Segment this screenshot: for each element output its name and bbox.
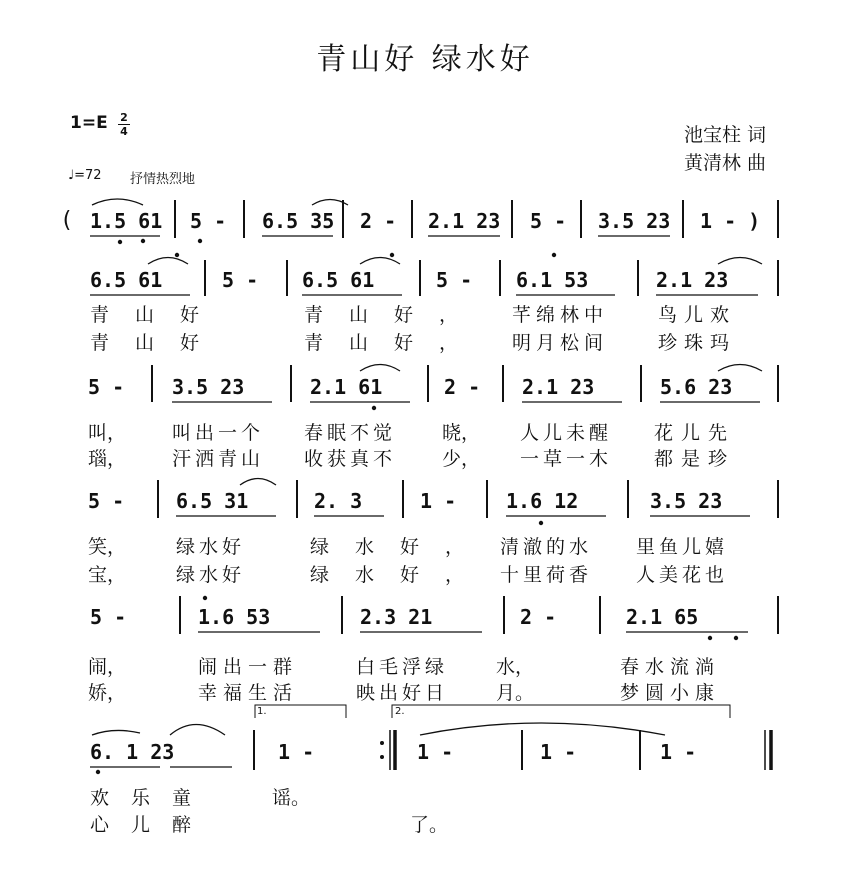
lyrics-line5-verse2-a: 娇， <box>88 682 127 704</box>
notes-intro-4: 2 - <box>360 209 397 233</box>
lyrics-line2-verse1-c: 芊绵林中 <box>512 304 609 326</box>
lyrics-line4-verse1-a: 笑， <box>88 536 127 558</box>
notes-line6-2: 1 - <box>278 740 315 764</box>
notes-intro-3: 6.5 35 <box>262 209 335 233</box>
lyrics-line3-verse2-e: 一草一木 <box>520 448 613 470</box>
notes-line6-4: 1 - <box>540 740 577 764</box>
notes-line4-5: 1.6 12 <box>506 489 579 513</box>
lyrics-line6-verse2-a: 心儿醉 <box>90 814 214 836</box>
notes-intro-5: 2.1 23 <box>428 209 501 233</box>
notes-intro-6: 5 - <box>530 209 567 233</box>
lyrics-line5-verse2-c: 映出好日 <box>356 682 449 704</box>
composer-credit: 黄清林 曲 <box>684 152 767 174</box>
lyrics-line2-verse1-b: 青山好， <box>304 304 485 326</box>
lyrics-line3-verse2-a: 瑙， <box>88 448 127 470</box>
notes-line2-6: 2.1 23 <box>656 268 729 292</box>
notes-line5-2: 1.6 53 <box>198 605 271 629</box>
notes-intro-1: 1.5 61 <box>90 209 163 233</box>
notes-line4-2: 6.5 31 <box>176 489 249 513</box>
notes-line3-2: 3.5 23 <box>172 375 245 399</box>
repeat-sign <box>380 730 395 770</box>
lyrics-line3-verse2-c: 收获真不 <box>304 448 397 470</box>
notes-line4-4: 1 - <box>420 489 457 513</box>
notes-line2-5: 6.1 53 <box>516 268 589 292</box>
first-ending-label: 1. <box>257 706 267 717</box>
key-signature: 1=E <box>70 113 108 133</box>
second-ending-label: 2. <box>395 706 405 717</box>
lyrics-line2-verse2-a: 青山好 <box>90 332 226 354</box>
lyrics-line4-verse2-a: 宝， <box>88 564 127 586</box>
notes-line2-1: 6.5 61 <box>90 268 163 292</box>
volta-brackets <box>255 705 730 718</box>
time-signature-top: 2 <box>120 111 128 124</box>
notes-line6-5: 1 - <box>660 740 697 764</box>
notes-line5-4: 2 - <box>520 605 557 629</box>
notes-line5-5: 2.1 65 <box>626 605 699 629</box>
notes-line6-3: 1 - <box>417 740 454 764</box>
lyrics-line3-verse1-f: 花儿先 <box>654 422 736 444</box>
tempo-mark: ♩=72 <box>68 168 102 183</box>
lyrics-line2-verse2-c: 明月松间 <box>512 332 609 354</box>
rhythm-underlines <box>90 236 760 767</box>
notes-line2-2: 5 - <box>222 268 259 292</box>
lyrics-line4-verse2-c: 绿水好， <box>310 564 491 586</box>
lyrics-line6-verse1-b: 谣。 <box>272 787 311 809</box>
lyrics-line4-verse1-d: 清澈的水 <box>500 536 593 558</box>
notes-line5-1: 5 - <box>90 605 127 629</box>
notes-line3-3: 2.1 61 <box>310 375 383 399</box>
notes-line3-5: 2.1 23 <box>522 375 595 399</box>
notes-line4-1: 5 - <box>88 489 125 513</box>
lyrics-line5-verse2-b: 幸福生活 <box>198 682 299 704</box>
notes-line2-3: 6.5 61 <box>302 268 375 292</box>
notes-line3-4: 2 - <box>444 375 481 399</box>
lyrics-line5-verse1-d: 水， <box>496 656 535 678</box>
lyrics-line2-verse1-d: 鸟儿欢 <box>658 304 737 326</box>
octave-dots <box>96 239 738 774</box>
lyrics-line6-verse1-a: 欢乐童 <box>90 787 214 809</box>
intro-open-paren: ( <box>60 208 74 233</box>
notes-line5-3: 2.3 21 <box>360 605 433 629</box>
lyrics-line3-verse2-f: 都是珍 <box>654 448 736 470</box>
lyrics-line2-verse2-b: 青山好， <box>304 332 485 354</box>
lyrics-line4-verse1-b: 绿水好 <box>176 536 246 558</box>
lyrics-line4-verse1-c: 绿水好， <box>310 536 491 558</box>
lyrics-line5-verse2-d: 月。 <box>496 682 535 704</box>
notes-intro-7: 3.5 23 <box>598 209 671 233</box>
song-title: 青山好 绿水好 <box>316 42 534 77</box>
lyrics-line3-verse1-c: 春眠不觉 <box>304 422 397 444</box>
lyrics-line3-verse1-e: 人儿未醒 <box>520 422 613 444</box>
lyrics-line2-verse2-d: 珍珠玛 <box>658 332 737 354</box>
lyrics-line4-verse2-e: 人美花也 <box>636 564 729 586</box>
lyrics-line5-verse1-e: 春水流淌 <box>620 656 721 678</box>
expression-mark: 抒情热烈地 <box>130 172 196 187</box>
notes-line3-1: 5 - <box>88 375 125 399</box>
lyrics-line3-verse1-d: 晓， <box>442 422 481 444</box>
lyrics-line3-verse1-a: 叫， <box>88 422 127 444</box>
lyrics-line4-verse2-d: 十里荷香 <box>500 564 593 586</box>
notes-line3-6: 5.6 23 <box>660 375 733 399</box>
lyrics-line2-verse1-a: 青山好 <box>90 304 226 326</box>
lyrics-line5-verse1-b: 闹出一群 <box>198 656 299 678</box>
notes-intro-2: 5 - <box>190 209 227 233</box>
lyrics-line3-verse2-d: 少， <box>442 448 481 470</box>
lyricist-credit: 池宝柱 词 <box>684 124 767 146</box>
lyrics-line5-verse2-e: 梦圆小康 <box>620 682 721 704</box>
lyrics-line5-verse1-c: 白毛浮绿 <box>356 656 449 678</box>
lyrics-line3-verse2-b: 汗洒青山 <box>172 448 265 470</box>
notes-line4-3: 2. 3 <box>314 489 363 513</box>
barlines <box>152 200 778 770</box>
final-barline <box>765 730 771 770</box>
notes-line4-6: 3.5 23 <box>650 489 723 513</box>
lyrics-line3-verse1-b: 叫出一个 <box>172 422 265 444</box>
lyrics-line4-verse2-b: 绿水好 <box>176 564 246 586</box>
lyrics-line4-verse1-e: 里鱼儿嬉 <box>636 536 729 558</box>
time-signature-bottom: 4 <box>120 125 128 138</box>
slurs <box>92 199 762 735</box>
notes-line2-4: 5 - <box>436 268 473 292</box>
notes-line6-1: 6. 1 23 <box>90 740 175 764</box>
lyrics-line6-verse2-b: 了。 <box>410 814 449 836</box>
lyrics-line5-verse1-a: 闹， <box>88 656 127 678</box>
notes-intro-8: 1 - ) <box>700 209 761 233</box>
